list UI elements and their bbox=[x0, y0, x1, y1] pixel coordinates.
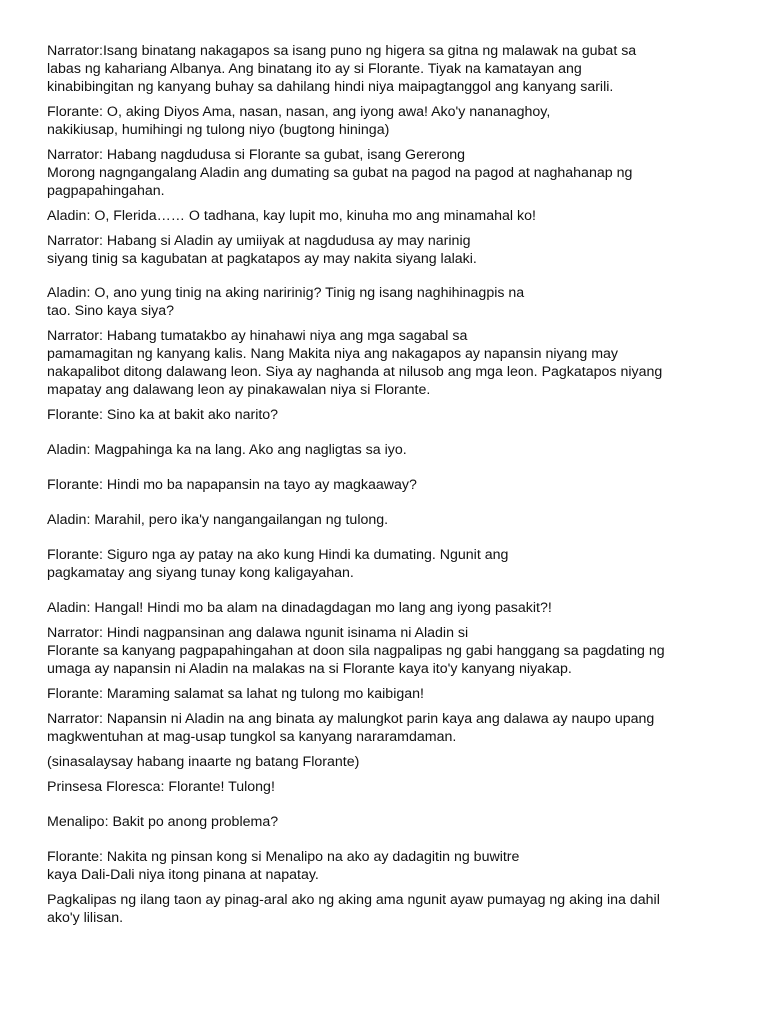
text-line: pagkamatay ang siyang tunay kong kaligayahan. bbox=[47, 565, 354, 581]
dialogue-paragraph bbox=[47, 778, 747, 796]
dialogue-paragraph bbox=[47, 813, 747, 831]
narration-paragraph bbox=[47, 891, 747, 927]
text-line: Morong nagngangalang Aladin ang dumating sa gubat na pagod na pagod at naghahanap ng bbox=[47, 165, 633, 181]
text-line: kaya Dali-Dali niya itong pinana at napatay. bbox=[47, 867, 319, 883]
text-line: Florante sa kanyang pagpapahingahan at doon sila nagpalipas ng gabi hanggang sa pagdating ng bbox=[47, 643, 665, 659]
text-line: magkwentuhan at mag-usap tungkol sa kanyang nararamdaman. bbox=[47, 729, 457, 745]
narration-paragraph bbox=[47, 232, 747, 268]
text-line: Narrator: Hindi nagpansinan ang dalawa ngunit isinama ni Aladin si bbox=[47, 625, 469, 641]
text-line: Narrator: Napansin ni Aladin na ang binata ay malungkot parin kaya ang dalawa ay naupo upang bbox=[47, 711, 655, 727]
text-line: nakikiusap, humihingi ng tulong niyo (bugtong hininga) bbox=[47, 122, 390, 138]
dialogue-paragraph bbox=[47, 441, 747, 459]
document-body bbox=[47, 42, 747, 927]
dialogue-paragraph bbox=[47, 599, 747, 617]
narration-paragraph bbox=[47, 42, 747, 96]
text-line: Narrator:Isang binatang nakagapos sa isang puno ng higera sa gitna ng malawak na gubat sa bbox=[47, 43, 637, 59]
narration-paragraph bbox=[47, 624, 747, 678]
narration-paragraph bbox=[47, 710, 747, 746]
dialogue-paragraph bbox=[47, 511, 747, 529]
text-line: Prinsesa Floresca: Florante! Tulong! bbox=[47, 779, 275, 795]
dialogue-paragraph bbox=[47, 207, 747, 225]
dialogue-paragraph bbox=[47, 546, 747, 582]
dialogue-paragraph bbox=[47, 685, 747, 703]
text-line: tao. Sino kaya siya? bbox=[47, 303, 174, 319]
dialogue-paragraph bbox=[47, 284, 747, 320]
text-line: Aladin: Marahil, pero ika'y nangangailangan ng tulong. bbox=[47, 512, 389, 528]
dialogue-paragraph bbox=[47, 848, 747, 884]
text-line: nakapalibot ditong dalawang leon. Siya ay naghanda at nilusob ang mga leon. Pagkatapos niyang bbox=[47, 364, 663, 380]
text-line: Aladin: O, ano yung tinig na aking naririnig? Tinig ng isang naghihinagpis na bbox=[47, 285, 525, 301]
text-line: labas ng kahariang Albanya. Ang binatang ito ay si Florante. Tiyak na kamatayan ang bbox=[47, 61, 582, 77]
text-line: Aladin: Hangal! Hindi mo ba alam na dinadagdagan mo lang ang iyong pasakit?! bbox=[47, 600, 552, 616]
text-line: (sinasalaysay habang inaarte ng batang Florante) bbox=[47, 754, 360, 770]
dialogue-paragraph bbox=[47, 406, 747, 424]
text-line: Florante: Siguro nga ay patay na ako kung Hindi ka dumating. Ngunit ang bbox=[47, 547, 509, 563]
text-line: Florante: O, aking Diyos Ama, nasan, nasan, ang iyong awa! Ako'y nananaghoy, bbox=[47, 104, 551, 120]
text-line: mapatay ang dalawang leon ay pinakawalan niya si Florante. bbox=[47, 382, 431, 398]
text-line: kinabibingitan ng kanyang buhay sa dahilang hindi niya maipagtanggol ang kanyang sarili. bbox=[47, 79, 614, 95]
text-line: umaga ay napansin ni Aladin na malakas na si Florante kaya ito'y kanyang niyakap. bbox=[47, 661, 572, 677]
text-line: Florante: Sino ka at bakit ako narito? bbox=[47, 407, 279, 423]
text-line: Narrator: Habang tumatakbo ay hinahawi niya ang mga sagabal sa bbox=[47, 328, 468, 344]
stage-direction bbox=[47, 753, 747, 771]
text-line: ako'y lilisan. bbox=[47, 910, 124, 926]
text-line: Florante: Hindi mo ba napapansin na tayo ay magkaaway? bbox=[47, 477, 417, 493]
text-line: Florante: Maraming salamat sa lahat ng tulong mo kaibigan! bbox=[47, 686, 424, 702]
text-line: Narrator: Habang si Aladin ay umiiyak at nagdudusa ay may narinig bbox=[47, 233, 471, 249]
text-line: pamamagitan ng kanyang kalis. Nang Makita niya ang nakagapos ay napansin niyang may bbox=[47, 346, 619, 362]
dialogue-paragraph bbox=[47, 476, 747, 494]
dialogue-paragraph bbox=[47, 103, 747, 139]
text-line: Narrator: Habang nagdudusa si Florante sa gubat, isang Gererong bbox=[47, 147, 465, 163]
text-line: Aladin: O, Flerida…… O tadhana, kay lupit mo, kinuha mo ang minamahal ko! bbox=[47, 208, 536, 224]
text-line: Florante: Nakita ng pinsan kong si Menalipo na ako ay dadagitin ng buwitre bbox=[47, 849, 520, 865]
narration-paragraph bbox=[47, 327, 747, 399]
text-line: Aladin: Magpahinga ka na lang. Ako ang nagligtas sa iyo. bbox=[47, 442, 407, 458]
text-line: pagpapahingahan. bbox=[47, 183, 165, 199]
text-line: Menalipo: Bakit po anong problema? bbox=[47, 814, 279, 830]
narration-paragraph bbox=[47, 146, 747, 200]
text-line: siyang tinig sa kagubatan at pagkatapos ay may nakita siyang lalaki. bbox=[47, 251, 477, 267]
text-line: Pagkalipas ng ilang taon ay pinag-aral ako ng aking ama ngunit ayaw pumayag ng aking ina dahil bbox=[47, 892, 660, 908]
